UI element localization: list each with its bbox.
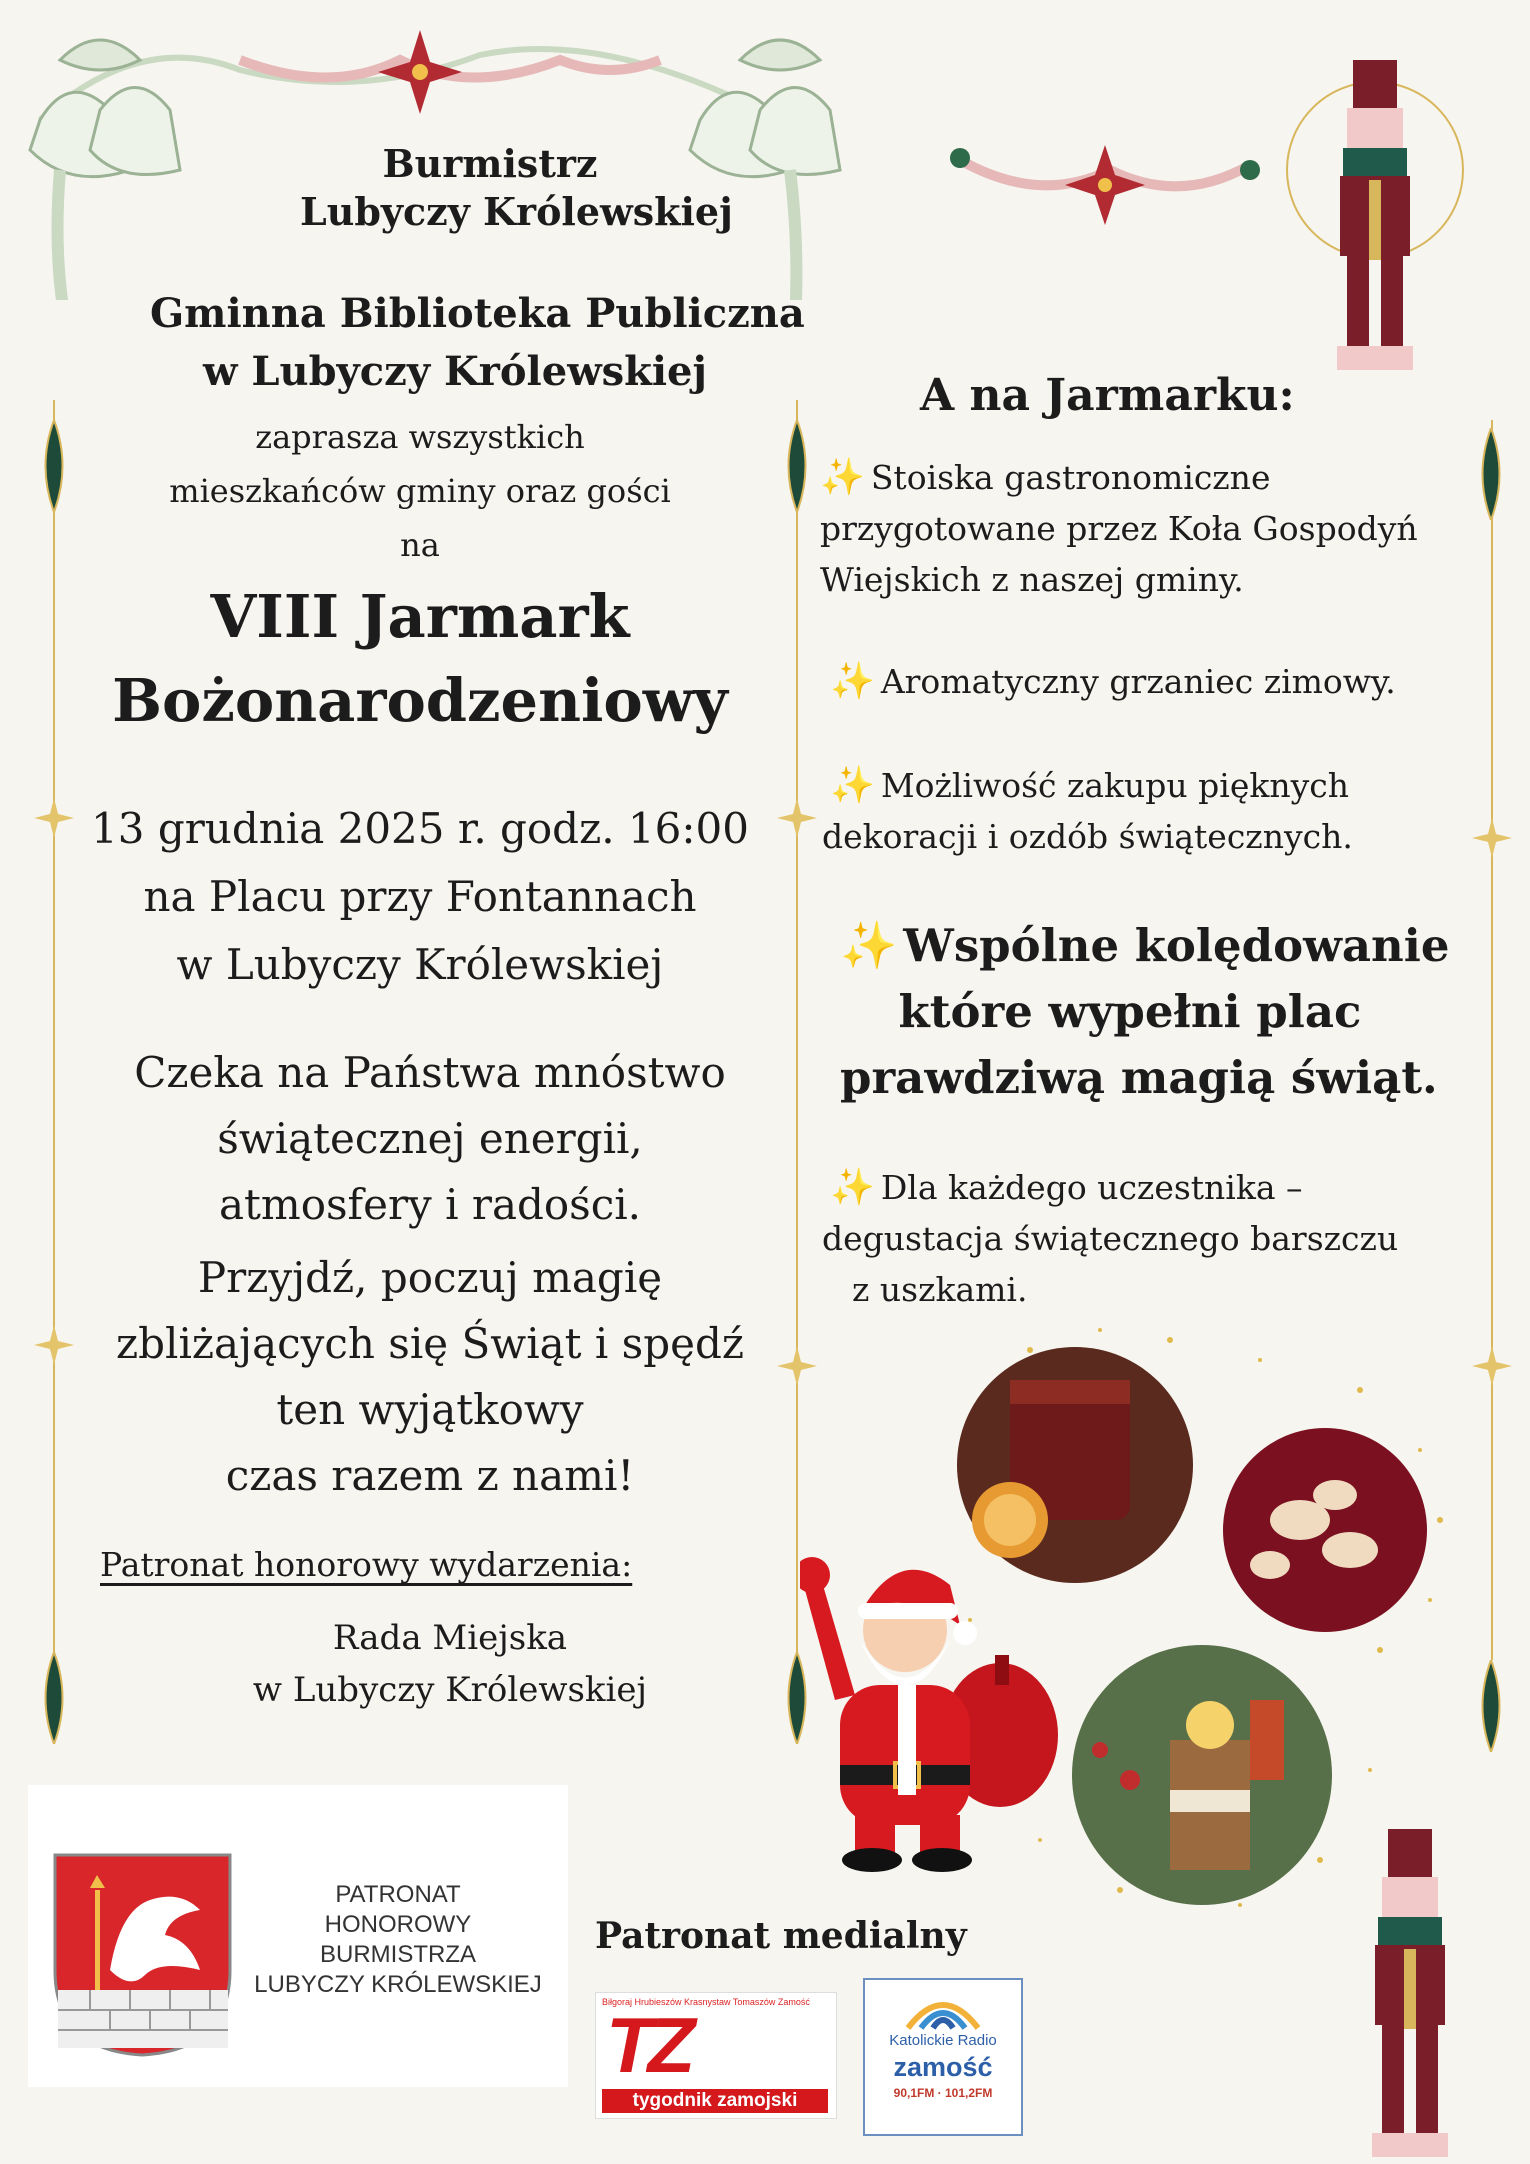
nutcracker-top-icon	[1285, 50, 1465, 410]
honorary-patronage-heading: Patronat honorowy wydarzenia:	[100, 1545, 633, 1584]
right-bell-icon	[690, 40, 840, 177]
attraction-line: Dla każdego uczestnika –	[880, 1168, 1303, 1207]
invitation-text	[130, 410, 710, 572]
attraction-line: Stoiska gastronomiczne	[870, 458, 1271, 497]
star-ornament-icon	[1472, 1346, 1512, 1386]
attraction-line: dekoracji i ozdób świątecznych.	[822, 817, 1353, 856]
organizer-mayor	[300, 140, 733, 236]
leaf-ornament-icon	[1474, 1660, 1508, 1752]
message-line: atmosfery i radości.	[218, 1180, 642, 1229]
patron-text	[248, 1880, 548, 2000]
leaf-ornament-icon	[37, 420, 71, 512]
event-place: na Placu przy Fontannach	[143, 872, 697, 921]
attraction-line: przygotowane przez Koła Gospodyń	[820, 509, 1418, 548]
tygodnik-zamojski-logo	[595, 1992, 837, 2119]
attraction-item-borscht	[822, 1162, 1398, 1315]
attraction-line: które wypełni plac	[898, 985, 1362, 1038]
attraction-item-decorations	[822, 760, 1353, 862]
radio-name: Katolickie Radio	[889, 2032, 997, 2049]
media-patronage-heading: Patronat medialny	[595, 1915, 967, 1957]
leaf-ornament-icon	[1474, 428, 1508, 520]
invitation-line: na	[400, 526, 440, 564]
attraction-line: Aromatyczny grzaniec zimowy.	[880, 662, 1396, 701]
santa-claus-icon	[800, 1535, 1060, 1875]
patron-line: PATRONAT	[335, 1881, 461, 1908]
event-title-line: Bożonarodzeniowy	[112, 666, 728, 735]
tz-name: tygodnik zamojski	[602, 2089, 828, 2113]
event-message	[90, 1040, 770, 1238]
event-place: w Lubyczy Królewskiej	[176, 940, 664, 989]
honorary-line: Rada Miejska	[332, 1618, 568, 1658]
event-datetime: 13 grudnia 2025 r. godz. 16:00	[91, 804, 749, 853]
right-gold-line	[1491, 420, 1493, 1660]
radio-waves-icon	[903, 1990, 983, 2030]
event-title	[90, 575, 750, 743]
leaf-ornament-icon	[780, 420, 814, 512]
message-line: Przyjdź, poczuj magię	[197, 1253, 663, 1302]
borscht-photo	[1223, 1428, 1427, 1632]
tz-towns: Biłgoraj Hrubieszów Krasnystaw Tomaszów Zamość	[602, 1997, 810, 2007]
attractions-heading: A na Jarmarku:	[920, 370, 1295, 421]
patron-line: LUBYCZY KRÓLEWSKIEJ	[254, 1971, 542, 1998]
sparkle-icon: ✨	[830, 1167, 875, 1208]
sparkle-icon: ✨	[820, 457, 865, 498]
message-line: zbliżających się Świąt i spędź	[116, 1319, 744, 1368]
invitation-line: zaprasza wszystkich	[255, 418, 585, 456]
star-ornament-icon	[34, 1325, 74, 1365]
organizer-line: Burmistrz	[382, 141, 598, 186]
event-title-line: VIII Jarmark	[210, 582, 630, 651]
radio-city: zamość	[893, 2052, 993, 2082]
christmas-decor-photo	[1072, 1645, 1332, 1905]
organizer-library	[150, 285, 805, 401]
attraction-line: Wiejskich z naszej gminy.	[820, 560, 1244, 599]
message-line: świątecznej energii,	[217, 1114, 643, 1163]
message-line: Czeka na Państwa mnóstwo	[134, 1048, 726, 1097]
honorary-patron-name	[190, 1612, 710, 1716]
star-ornament-icon	[1472, 818, 1512, 858]
patron-line: HONOROWY BURMISTRZA	[320, 1911, 476, 1968]
sparkle-icon: ✨	[830, 661, 875, 702]
organizer-line: Lubyczy Królewskiej	[300, 189, 733, 234]
sparkle-icon: ✨	[830, 765, 875, 806]
attraction-line: Możliwość zakupu pięknych	[880, 766, 1350, 805]
star-ornament-icon	[777, 798, 817, 838]
center-gold-line	[796, 400, 798, 1740]
attraction-line: degustacja świątecznego barszczu	[822, 1219, 1399, 1258]
event-date-place	[60, 795, 780, 999]
attraction-line: z uszkami.	[852, 1270, 1028, 1309]
library-line: w Lubyczy Królewskiej	[203, 348, 707, 395]
star-ornament-icon	[777, 1346, 817, 1386]
message-line: ten wyjątkowy	[276, 1385, 584, 1434]
left-gold-line	[53, 400, 55, 1740]
katolickie-radio-logo	[863, 1978, 1023, 2136]
event-invitation-message	[90, 1245, 770, 1509]
attraction-line: prawdziwą magią świąt.	[840, 1051, 1438, 1104]
library-line: Gminna Biblioteka Publiczna	[150, 290, 805, 337]
honorary-line: w Lubyczy Królewskiej	[252, 1670, 648, 1710]
message-line: czas razem z nami!	[225, 1451, 635, 1500]
coat-of-arms-icon	[50, 1850, 235, 2060]
leaf-ornament-icon	[37, 1652, 71, 1744]
poinsettia-icon	[378, 30, 462, 114]
radio-frequency: 90,1FM · 101,2FM	[893, 2086, 993, 2100]
sparkle-icon: ✨	[840, 918, 898, 972]
attraction-item-food-stalls	[820, 452, 1418, 605]
invitation-line: mieszkańców gminy oraz gości	[169, 472, 671, 510]
attraction-line: Wspólne kolędowanie	[903, 919, 1450, 972]
tz-logo-mark: TZ	[606, 2001, 690, 2089]
honorary-patron-logo-box	[28, 1785, 568, 2087]
right-garland-decoration	[950, 145, 1260, 225]
attraction-item-mulled-wine	[830, 656, 1396, 707]
attraction-item-carols	[840, 912, 1450, 1111]
